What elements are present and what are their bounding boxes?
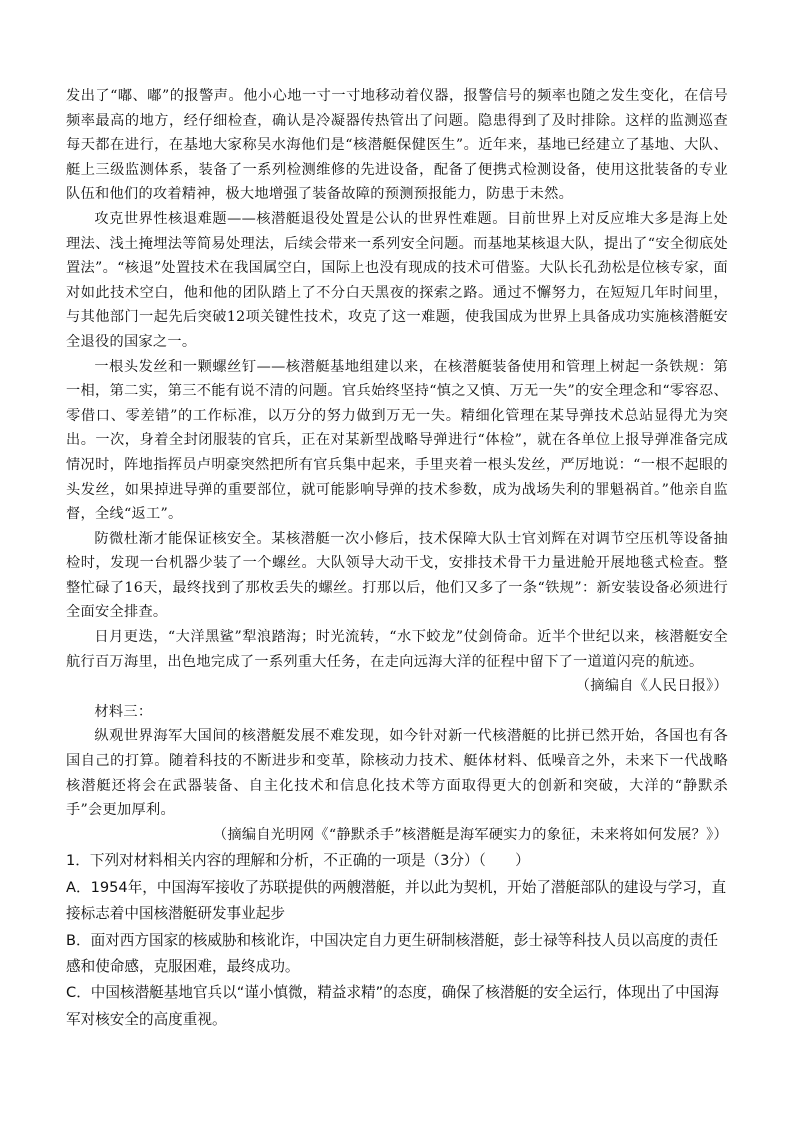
paragraph-alarm: 发出了“嘟、嘟”的报警声。他小心地一寸一寸地移动着仪器，报警信号的频率也随之发生变化，在信号频率最高的地方，经仔细检查，确认是冷凝器传热管出了问题。隐患得到了及时排除。这样的监测巡查每天都在进行，在基地大家称吴水海他们是“核潜艇保健医生”。近年来，基地已经建立了基地、大队、艇上三级监测体系，装备了一系列检测维修的先进设备，配备了便携式检测设备，使用这批装备的专业队伍和他们的攻着精神，极大地增强了装备故障的预测预报能力，防患于未然。 — [66, 88, 728, 203]
option-a: A．1954年，中国海军接收了苏联提供的两艘潜艇，并以此为契机，开始了潜艇部队的建设与学习，直接标志着中国核潜艇研发事业起步 — [66, 878, 727, 923]
option-c: C．中国核潜艇基地官兵以“谨小慎微，精益求精”的态度，确保了核潜艇的安全运行，体现出了中国海军对核安全的高度重视。 — [66, 984, 719, 1028]
paragraph-hair-and-screw: 一根头发丝和一颗螺丝钉——核潜艇基地组建以来，在核潜艇装备使用和管理上树起一条铁规：第一相，第二实，第三不能有说不清的问题。官兵始终坚持“慎之又慎、万无一失”的安全理念和“零容忍、零借口、零差错”的工作标准，以万分的努力做到万无一失。精细化管理在某导弹技术总站显得尤为突出。一次，身着全封闭服装的官兵，正在对某新型战略导弹进行“体检”，就在各单位上报导弹准备完成情况时，阵地指挥员卢明豪突然把所有官兵集中起来，手里夹着一根头发丝，严厉地说：“一根不起眼的头发丝，如果掉进导弹的重要部位，就可能影响导弹的技术参数，成为战场失利的罪魁祸首。”他亲自监督，全线“返工”。 — [66, 358, 728, 523]
paragraph-nuclear-decommission: 攻克世界性核退难题——核潜艇退役处置是公认的世界性难题。目前世界上对反应堆大多是海上处理法、浅土掩埋法等简易处理法，后续会带来一系列安全问题。而基地某核退大队，提出了“安全彻底处置法”。“核退”处置技术在我国属空白，国际上也没有现成的技术可借鉴。大队长孔劲松是位核专家，面对如此技术空白，他和他的团队踏上了不分白天黑夜的探索之路。通过不懈努力，在短短几年时间里，与其他部门一起先后突破12项关键性技术，攻克了这一难题，使我国成为世界上具备成功实施核潜艇安全退役的国家之一。 — [66, 210, 728, 350]
paragraph-prevention: 防微杜渐才能保证核安全。某核潜艇一次小修后，技术保障大队士官刘辉在对调节空压机等设备抽检时，发现一台机器少装了一个螺丝。大队领导大动干戈，安排技术骨干力量进舱开展地毯式检查。整整忙碌了16天，最终找到了那枚丢失的螺丝。打那以后，他们又多了一条“铁规”：新安装设备必须进行全面安全排查。 — [66, 530, 728, 621]
reading-passage — [66, 84, 728, 847]
source-citation-guangming: （摘编自光明网《“静默杀手”核潜艇是海军硬实力的象征，未来将如何发展？》） — [212, 826, 728, 843]
question-block — [66, 848, 728, 1033]
material-three-label: 材料三： — [94, 703, 153, 720]
paragraph-sea-voyage: 日月更迭，“大洋黑鲨”犁浪踏海；时光流转，“水下蛟龙”仗剑倚命。近半个世纪以来，核潜艇安全航行百万海里，出色地完成了一系列重大任务，在走向远海大洋的征程中留下了一道道闪亮的航迹。 — [66, 629, 728, 670]
paragraph-future-submarines: 纵观世界海军大国间的核潜艇发展不难发现，如今针对新一代核潜艇的比拼已然开始，各国也有各国自己的打算。随着科技的不断进步和变革，除核动力技术、艇体材料、低噪音之外，未来下一代战略核潜艇还将会在武器装备、自主化技术和信息化技术等方面取得更大的创新和突破，大洋的“静默杀手”会更加厚利。 — [66, 728, 728, 819]
option-b: B．面对西方国家的核威胁和核讹诈，中国决定自力更生研制核潜艇，彭士禄等科技人员以高度的责任感和使命感，克服困难，最终成功。 — [66, 931, 719, 976]
question-stem: 1．下列对材料相关内容的理解和分析，不正确的一项是（3分）（ ） — [66, 852, 530, 870]
source-citation-peoples-daily: （摘编自《人民日报》） — [575, 678, 728, 695]
